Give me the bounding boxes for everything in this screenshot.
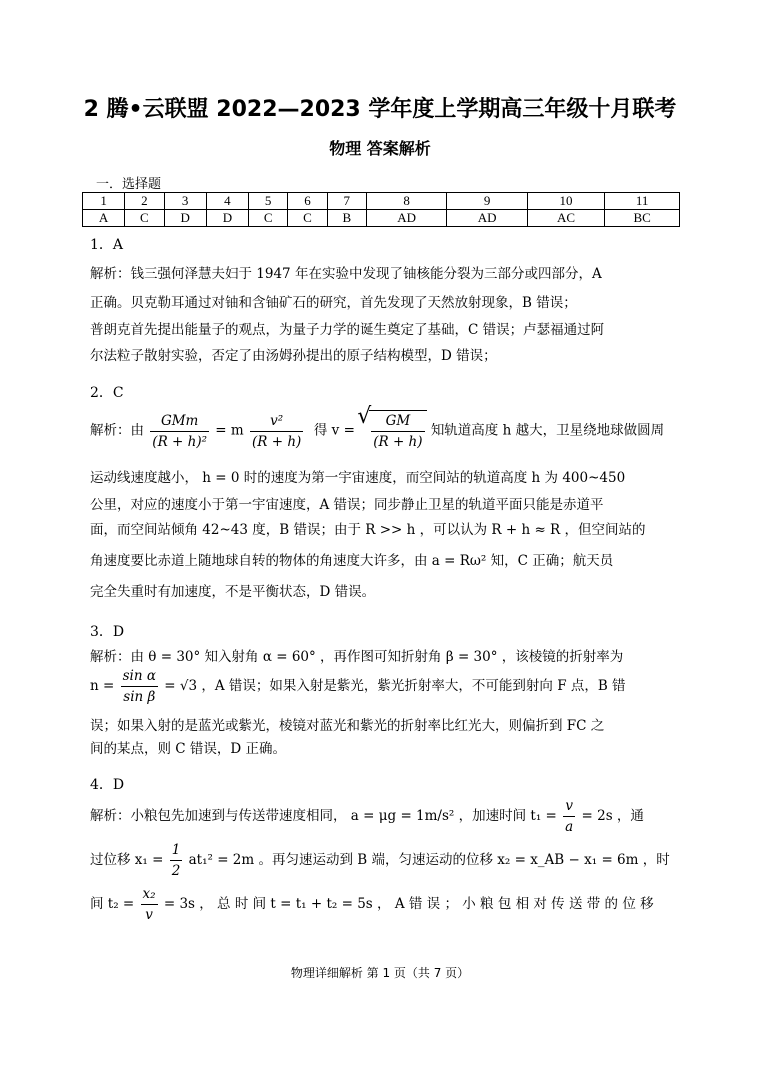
numerator: 1: [170, 840, 183, 861]
answer-cell: C: [125, 210, 164, 227]
numerator: √ GM: [371, 411, 424, 432]
answer-table: [82, 192, 680, 227]
q2-sqrt-fraction: [371, 411, 424, 452]
q4-text: = 3s ， 总 时 间 t = t₁ + t₂ = 5s ， A 错 误 ； 小 粮 包 相 对 传 送 带 的 位 移: [163, 896, 654, 912]
question-number: 7: [327, 193, 366, 210]
q2-equation-line: [90, 410, 678, 452]
q2-prefix: 解析：由: [90, 422, 144, 439]
q2-line: 运动线速度越小， h = 0 时的速度为第一宇宙速度，而空间站的轨道高度 h 为 400~450: [90, 470, 626, 486]
q2-line: 角速度要比赤道上随地球自转的物体的角速度大许多，由 a = Rω² 知，C 正确；航天员: [90, 553, 614, 569]
q3-number: 3．D: [90, 624, 125, 640]
q3-refraction-line: [90, 666, 678, 707]
q4-fraction-time: [563, 796, 575, 837]
q1-line: 尔法粒子散射实验，否定了由汤姆孙提出的原子结构模型，D 错误；: [90, 348, 497, 364]
answer-cell: BC: [605, 210, 680, 227]
q2-fraction-gravity: [150, 411, 209, 452]
numerator: x₂: [141, 884, 158, 905]
q2-fraction-centripetal: [250, 411, 303, 452]
q2-sqrt: [369, 410, 426, 452]
q1-line: 正确。贝克勒耳通过对铀和含铀矿石的研究，首先发现了天然放射现象，B 错误；: [90, 295, 577, 311]
q4-text: 解析：小粮包先加速到与传送带速度相同， a = μg = 1m/s² ，加速时间 t₁ =: [90, 808, 557, 824]
q2-line: 完全失重时有加速度，不是平衡状态，D 错误。: [90, 584, 376, 600]
answer-cell: A: [83, 210, 125, 227]
q2-line: 面，而空间站倾角 42~43 度，B 错误；由于 R >> h ，可以认为 R + h ≈ R ，但空间站的: [90, 522, 646, 538]
answer-cell: AD: [366, 210, 446, 227]
answer-cell: C: [249, 210, 288, 227]
q2-suffix: 知轨道高度 h 越大，卫星绕地球做圆周: [430, 422, 665, 439]
denominator: 2: [171, 863, 181, 879]
question-number: 10: [527, 193, 605, 210]
question-number: 8: [366, 193, 446, 210]
denominator: (R + h): [373, 434, 423, 450]
denominator: sin β: [123, 689, 156, 705]
q3-suffix: ，A 错误；如果入射是紫光，紫光折射率大，不可能到射向 F 点，B 错: [201, 678, 626, 694]
q3-n-value: = √3: [164, 678, 198, 694]
q2-line: 公里，对应的速度小于第一宇宙速度，A 错误；同步静止卫星的轨道平面只能是赤道平: [90, 497, 604, 513]
q1-line: 普朗克首先提出能量子的观点，为量子力学的诞生奠定了基础，C 错误；卢瑟福通过阿: [90, 322, 605, 338]
denominator: (R + h)²: [152, 433, 207, 450]
denominator: a: [565, 819, 574, 835]
q4-fraction-half: [170, 840, 183, 881]
answer-cell: D: [164, 210, 206, 227]
q3-line: 误；如果入射的是蓝光或紫光，棱镜对蓝光和紫光的折射率比红光大，则偏折到 FC 之: [90, 718, 605, 734]
q3-fraction: [121, 666, 158, 707]
q4-line-2: [90, 840, 678, 881]
q4-text: 过位移 x₁ =: [90, 852, 164, 868]
denominator: v: [145, 907, 153, 923]
question-number: 11: [605, 193, 680, 210]
q2-number: 2．C: [90, 385, 124, 401]
q4-number: 4．D: [90, 777, 125, 793]
equals: = m: [215, 422, 244, 439]
q4-line-1: [90, 796, 678, 837]
answer-cell: B: [327, 210, 366, 227]
answer-cell: C: [288, 210, 327, 227]
answer-table-number-row: [83, 193, 680, 210]
q3-n-prefix: n =: [90, 678, 115, 694]
section-heading: 一．选择题: [96, 177, 162, 192]
question-number: 4: [206, 193, 248, 210]
answer-cell: AC: [527, 210, 605, 227]
numerator: GMm: [150, 411, 209, 432]
question-number: 1: [83, 193, 125, 210]
page-title: 2 腾•云联盟 2022—2023 学年度上学期高三年级十月联考: [83, 97, 677, 122]
q3-line: 间的某点，则 C 错误，D 正确。: [90, 741, 287, 757]
question-number: 5: [249, 193, 288, 210]
q1-line: 解析：钱三强何泽慧夫妇于 1947 年在实验中发现了铀核能分裂为三部分或四部分，A: [90, 266, 602, 282]
q1-number: 1．A: [90, 237, 124, 253]
numerator: v²: [250, 411, 303, 432]
denominator: (R + h): [252, 433, 302, 450]
q4-fraction-time2: [141, 884, 158, 925]
question-number: 3: [164, 193, 206, 210]
numerator: sin α: [121, 666, 158, 687]
question-number: 6: [288, 193, 327, 210]
numerator: v: [563, 796, 575, 817]
question-number: 2: [125, 193, 164, 210]
answer-cell: D: [206, 210, 248, 227]
question-number: 9: [447, 193, 527, 210]
q4-text: at₁² = 2m 。再匀速运动到 B 端，匀速运动的位移 x₂ = x_AB − x₁ = 6m ，时: [188, 852, 670, 868]
q4-text: 间 t₂ =: [90, 896, 135, 912]
answer-table-answer-row: [83, 210, 680, 227]
q4-text: = 2s ，通: [581, 808, 644, 824]
page-subtitle: 物理 答案解析: [329, 139, 431, 158]
answer-cell: AD: [447, 210, 527, 227]
q3-line: 解析：由 θ = 30° 知入射角 α = 60° ，再作图可知折射角 β = 30° ，该棱镜的折射率为: [90, 649, 624, 665]
q4-line-3: [90, 884, 678, 925]
page-footer: 物理详细解析 第 1 页（共 7 页）: [290, 966, 470, 980]
q2-get: 得 v =: [313, 422, 355, 439]
